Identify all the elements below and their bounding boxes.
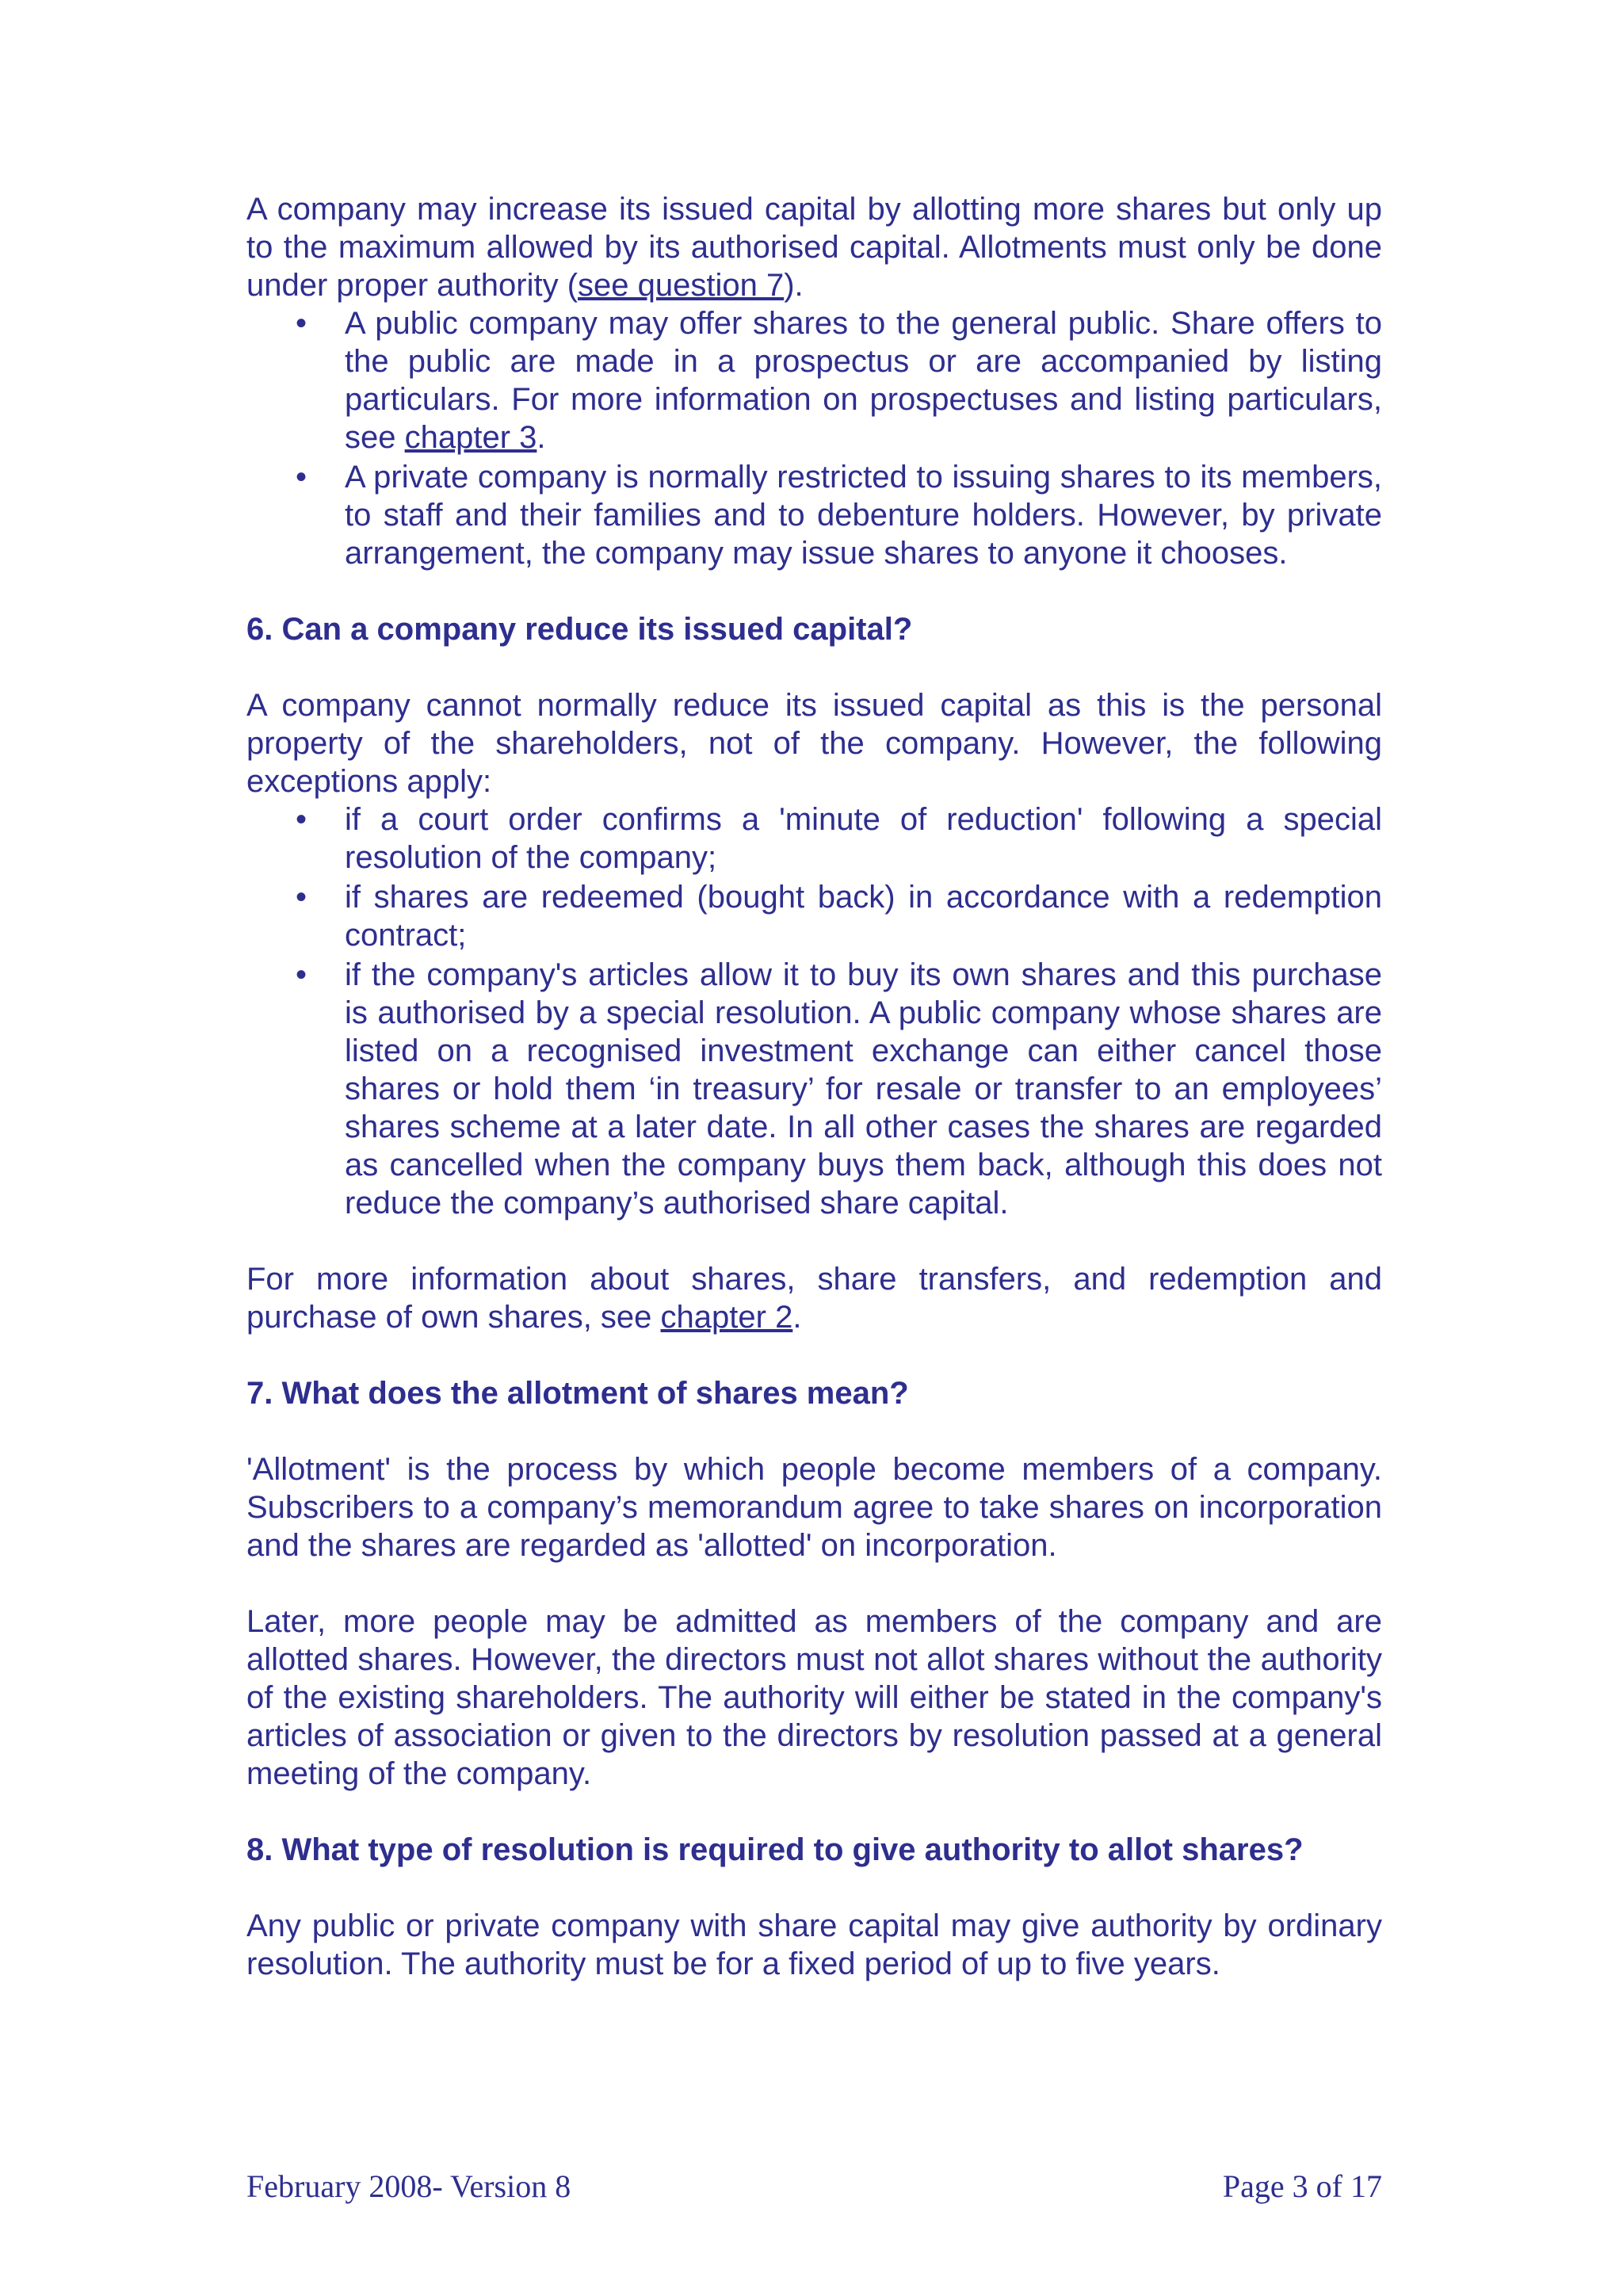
link-see-question-7[interactable]: see question 7 [578,268,785,303]
section7-paragraph-2: Later, more people may be admitted as members of the company and are allotted shares. However, the directors must not allot shares without the authority of the existing shareholders. The authority will either be stated in the company's articles of association or given to the directors by resolution passed at a general meeting of the company. [246,1604,1382,1791]
section6-bullet-list [246,800,1382,1222]
list-item: • if a court order confirms a 'minute of reduction' following a special resolution of the company; [246,800,1382,877]
list-item: • A public company may offer shares to the general public. Share offers to the public are made in a prospectus or are accompanied by listing particulars. For more information on prospectuses and listing particulars, see chapter 3. [246,304,1382,457]
link-chapter-2[interactable]: chapter 2 [660,1300,793,1335]
section6-heading: 6. Can a company reduce its issued capital? [246,612,913,647]
footer-version: February 2008- Version 8 [246,2168,571,2204]
list-item: • if shares are redeemed (bought back) in accordance with a redemption contract; [246,878,1382,954]
section7-heading: 7. What does the allotment of shares mean? [246,1376,909,1411]
section7-paragraph-1: 'Allotment' is the process by which people become members of a company. Subscribers to a company’s memorandum agree to take shares on incorporation and the shares are regarded as 'allotted' on incorporation. [246,1452,1382,1563]
list-item: • if the company's articles allow it to buy its own shares and this purchase is authorised by a special resolution. A public company whose shares are listed on a recognised investment exchange can either cancel those shares or hold them ‘in treasury’ for resale or transfer to an employees’ shares scheme at a later date. In all other cases the shares are regarded as cancelled when the company buys them back, although this does not reduce the company’s authorised share capital. [246,956,1382,1222]
document-page [246,190,1382,1983]
section5-paragraph: A company may increase its issued capital by allotting more shares but only up to the maximum allowed by its authorised capital. Allotments must only be done under proper authority (see question 7). [246,192,1382,303]
section6-more-info: For more information about shares, share transfers, and redemption and purchase of own shares, see chapter 2. [246,1262,1382,1335]
link-chapter-3[interactable]: chapter 3 [404,420,537,455]
section5-bullet-list [246,304,1382,572]
section6-intro: A company cannot normally reduce its issued capital as this is the personal property of the shareholders, not of the company. However, the following exceptions apply: [246,688,1382,799]
list-item: • A private company is normally restricted to issuing shares to its members, to staff and their families and to debenture holders. However, by private arrangement, the company may issue shares to anyone it chooses. [246,458,1382,572]
footer-page-number: Page 3 of 17 [1222,2168,1382,2204]
page-footer [246,2168,1382,2206]
section8-heading: 8. What type of resolution is required to give authority to allot shares? [246,1832,1304,1867]
section8-paragraph: Any public or private company with share capital may give authority by ordinary resolution. The authority must be for a fixed period of up to five years. [246,1908,1382,1981]
